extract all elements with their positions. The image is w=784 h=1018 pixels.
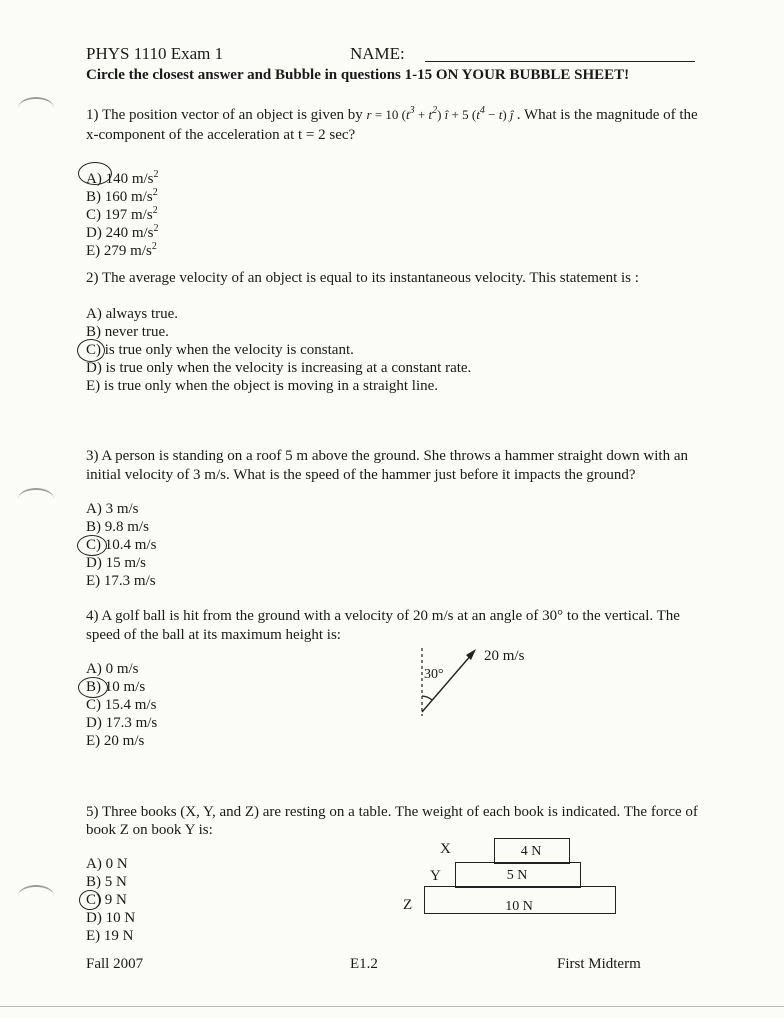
q1-formula: r = 10 $(t^3 + t^2)$ î + 5 $(t^4 - t)$ ĵ — [366, 105, 514, 122]
book-z-weight: 10 N — [505, 899, 533, 914]
q3-answer-circle — [77, 535, 107, 556]
q5-choice-b[interactable]: B) 5 N — [86, 874, 127, 890]
q2-answer-circle — [77, 339, 105, 362]
q5-choice-c[interactable]: C) 9 N — [86, 892, 127, 908]
q2-choice-a[interactable]: A) always true. — [86, 306, 179, 322]
q5-choice-a[interactable]: A) 0 N — [86, 856, 128, 872]
q4-choice-d[interactable]: D) 17.3 m/s — [86, 715, 158, 731]
q3-choice-e[interactable]: E) 17.3 m/s — [86, 573, 156, 589]
q5-choice-e[interactable]: E) 19 N — [86, 928, 134, 944]
question-3-prompt-line1: 3) A person is standing on a roof 5 m above the ground. She throws a hammer straight down with an — [86, 448, 688, 464]
question-4-prompt-line1: 4) A golf ball is hit from the ground with a velocity of 20 m/s at an angle of 30° to the vertical. The — [86, 608, 680, 624]
book-y-label: Y — [430, 868, 441, 884]
q4-angle-label: 30° — [424, 667, 444, 682]
q1-prompt-b: . What is the magnitude of the — [516, 107, 698, 123]
instructions: Circle the closest answer and Bubble in questions 1-15 ON YOUR BUBBLE SHEET! — [86, 67, 630, 83]
q1-answer-circle — [78, 162, 112, 185]
footer-left: Fall 2007 — [86, 956, 144, 972]
q2-choice-b[interactable]: B) never true. — [86, 324, 169, 340]
binder-hole-top — [18, 97, 54, 119]
course-title: PHYS 1110 Exam 1 — [86, 44, 224, 63]
q1-choice-b[interactable]: B) 160 $m/s^2$ — [86, 187, 158, 205]
q1-prompt-a: 1) The position vector of an object is given by — [86, 107, 363, 123]
q2-choice-d[interactable]: D) is true only when the velocity is increasing at a constant rate. — [86, 360, 472, 376]
velocity-vector-line — [422, 654, 472, 712]
q4-choice-b[interactable]: B) 10 m/s — [86, 679, 146, 695]
q4-choice-a[interactable]: A) 0 m/s — [86, 661, 139, 677]
question-3-prompt-line2: initial velocity of 3 m/s. What is the speed of the hammer just before it impacts the ground? — [86, 467, 636, 483]
q3-choice-c[interactable]: C) 10.4 m/s — [86, 537, 157, 553]
q4-velocity-label: 20 m/s — [484, 648, 525, 664]
name-line — [425, 61, 695, 62]
question-5-prompt-line1: 5) Three books (X, Y, and Z) are resting on a table. The weight of each book is indicated. The force of — [86, 804, 698, 820]
question-2-prompt: 2) The average velocity of an object is equal to its instantaneous velocity. This statement is : — [86, 270, 639, 286]
q3-choice-d[interactable]: D) 15 m/s — [86, 555, 146, 571]
question-5-prompt-line2: book Z on book Y is: — [86, 822, 213, 838]
q1-choice-d[interactable]: D) 240 $m/s^2$ — [86, 223, 159, 241]
binder-hole-middle — [18, 488, 54, 510]
name-label: NAME: — [350, 44, 405, 63]
q4-answer-circle — [78, 677, 108, 698]
q3-choice-b[interactable]: B) 9.8 m/s — [86, 519, 149, 535]
book-x-label: X — [440, 841, 451, 857]
question-1-prompt-line1 — [86, 106, 698, 124]
binder-hole-bottom — [18, 885, 54, 907]
q5-answer-circle — [79, 890, 101, 910]
book-z-label: Z — [403, 897, 413, 913]
angle-arc — [422, 696, 432, 700]
q1-choice-e[interactable]: E) 279 $m/s^2$ — [86, 241, 157, 259]
question-1-prompt-line2: x-component of the acceleration at t = 2 sec? — [86, 127, 356, 143]
q2-choice-e[interactable]: E) is true only when the object is moving in a straight line. — [86, 378, 439, 394]
footer-right: First Midterm — [557, 956, 641, 972]
question-4-prompt-line2: speed of the ball at its maximum height is: — [86, 627, 341, 643]
q1-choice-c[interactable]: C) 197 $m/s^2$ — [86, 205, 158, 223]
q3-choice-a[interactable]: A) 3 m/s — [86, 501, 139, 517]
footer-center: E1.2 — [350, 956, 378, 972]
book-y-weight: 5 N — [506, 868, 528, 883]
q2-choice-c[interactable]: C) is true only when the velocity is constant. — [86, 342, 354, 358]
q4-choice-e[interactable]: E) 20 m/s — [86, 733, 145, 749]
q5-choice-d[interactable]: D) 10 N — [86, 910, 136, 926]
page-bottom-edge — [0, 1006, 784, 1007]
q4-choice-c[interactable]: C) 15.4 m/s — [86, 697, 157, 713]
book-x-weight: 4 N — [520, 844, 542, 859]
q1-choice-a[interactable]: A) 140 $m/s^2$ — [86, 169, 159, 187]
